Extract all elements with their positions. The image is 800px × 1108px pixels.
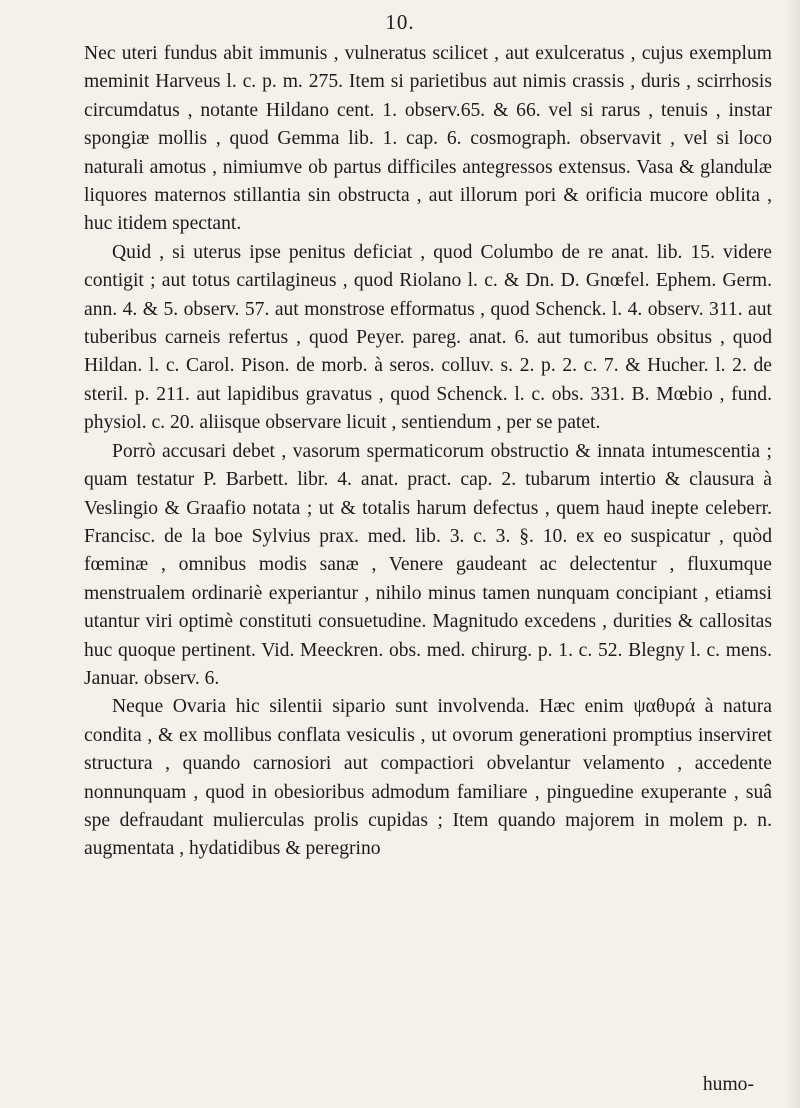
paragraph-2: Quid , si uterus ipse penitus deficiat , quod Columbo de re anat. lib. 15. videre contigit ; aut totus cartilagineus , quod Riolano l. c. & Dn. D. Gnœfel. Ephem. Germ. ann. 4. & 5. observ. 57. aut monstrose efformatus , quod Schenck. l. 4. observ. 311. aut tuberibus carneis refertus , quod Peyer. pareg. anat. 6. aut tumoribus obsitus , quod Hildan. l. c. Carol. Pison. de morb. à seros. colluv. s. 2. p. 2. c. 7. & Hucher. l. 2. de steril. p. 211. aut lapidibus gravatus , quod Schenck. l. c. obs. 331. B. Mœbio , fund. physiol. c. 20. aliisque observare licuit , sentiendum , per se patet. bbox=[84, 241, 772, 434]
page-number: 10. bbox=[385, 10, 415, 34]
page-edge-shadow bbox=[786, 0, 800, 1108]
paragraph-1: Nec uteri fundus abit immunis , vulneratus scilicet , aut exulceratus , cujus exemplum meminit Harveus l. c. p. m. 275. Item si parietibus aut nimis crassis , duris , scirrhosis circumdatus , notante Hildano cent. 1. observ.65. & 66. vel si rarus , tenuis , instar spongiæ mollis , quod Gemma lib. 1. cap. 6. cosmograph. observavit , vel si loco naturali amotus , nimiumve ob partus difficiles antegressos extensus. Vasa & glandulæ liquores maternos stillantia sin obstructa , aut illorum pori & orificia mucore oblita , huc itidem spectant. bbox=[84, 43, 772, 235]
paragraph-4: Neque Ovaria hic silentii sipario sunt involvenda. Hæc enim ψαθυρά à natura condita , & ex mollibus conflata vesiculis , ut ovorum generationi promptius inserviret structura , quando carnosiori aut compactiori obvelantur velamento , accedente nonnunquam , quod in obesioribus admodum familiare , pinguedine exuperante , suâ spe defraudant mulierculas prolis cupidas ; Item quando majorem in molem p. n. augmentata , hydatidibus & peregrino bbox=[84, 696, 772, 860]
catchword: humo- bbox=[702, 1074, 754, 1095]
body-text bbox=[84, 40, 772, 864]
paragraph-3: Porrò accusari debet , vasorum spermaticorum obstructio & innata intumescentia ; quam testatur P. Barbett. libr. 4. anat. pract. cap. 2. tubarum intertio & clausura à Veslingio & Graafio notata ; ut & totalis harum defectus , quem haud inepte celeberr. Francisc. de la boe Sylvius prax. med. lib. 3. c. 3. §. 10. ex eo suspicatur , quòd fœminæ , omnibus modis sanæ , Venere gaudeant ac delectentur , fluxumque menstrualem ordinariè experiantur , nihilo minus tamen nunquam concipiant , etiamsi utantur viri optimè constituti consuetudine. Magnitudo excedens , durities & callositas huc quoque pertinent. Vid. Meeckren. obs. med. chirurg. p. 1. c. 52. Blegny l. c. mens. Januar. observ. 6. bbox=[84, 440, 772, 689]
